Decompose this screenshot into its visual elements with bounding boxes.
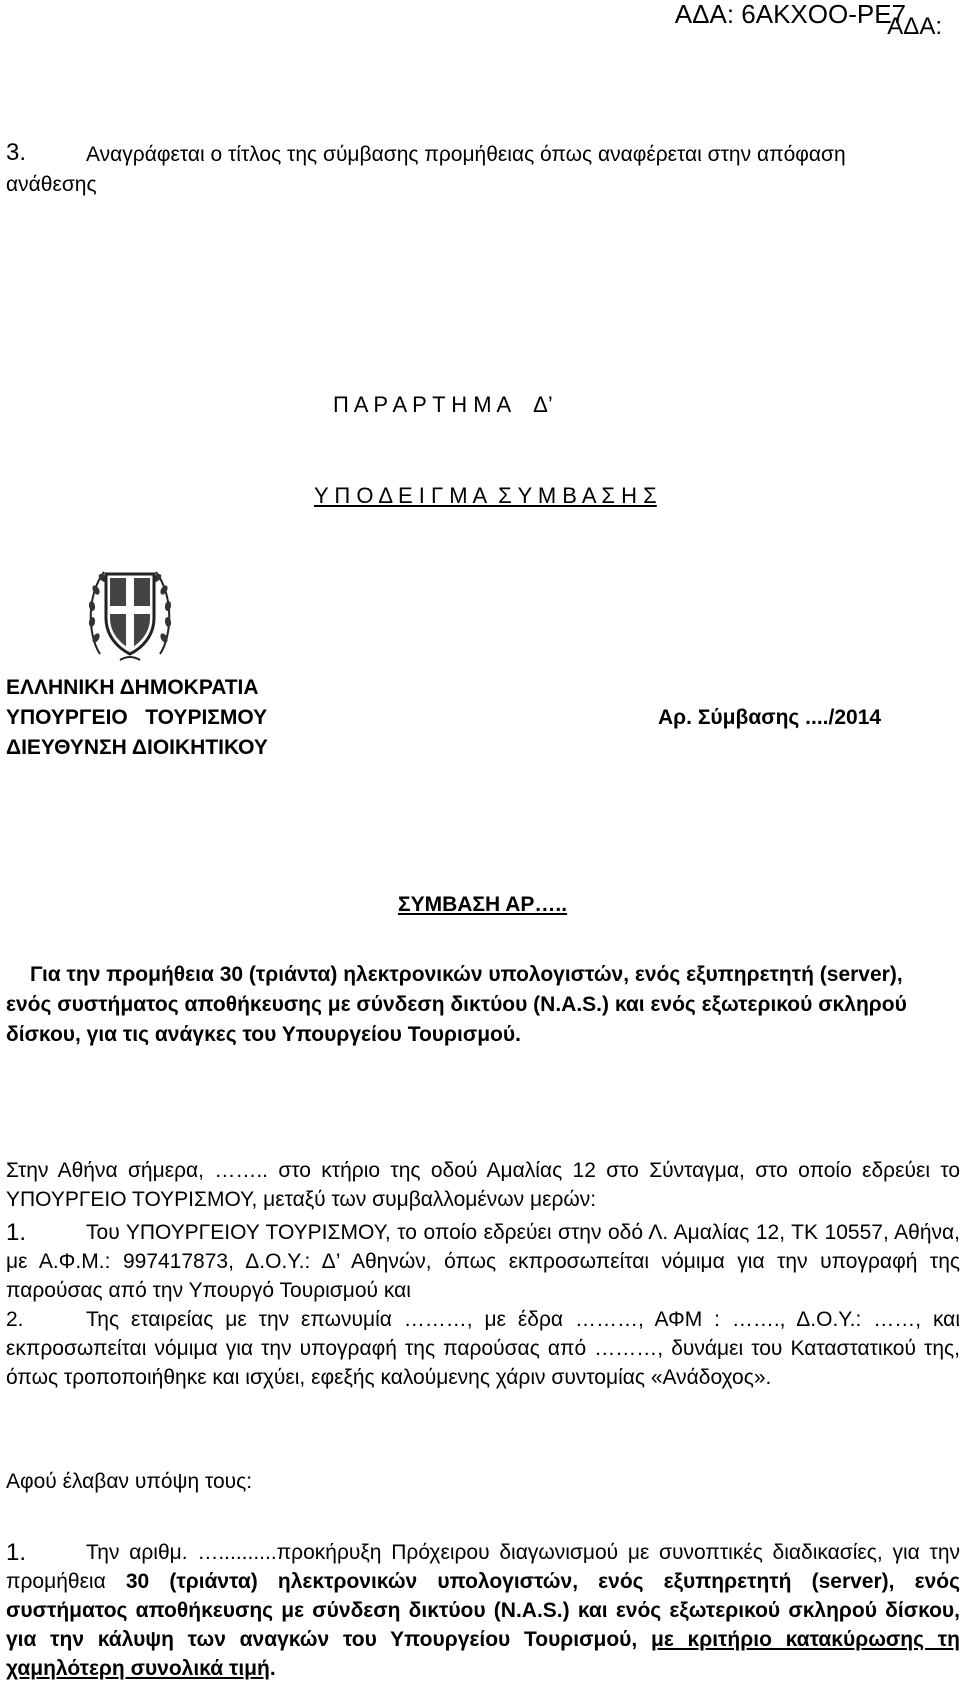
ada-code: ΑΔΑ: 6ΑΚΧΟΟ-ΡΕ7: [674, 0, 906, 29]
coat-of-arms-emblem: [86, 556, 174, 666]
authority-line1: ΕΛΛΗΝΙΚΗ ΔΗΜΟΚΡΑΤΙΑ: [6, 676, 259, 699]
party2-paragraph: Της εταιρείας με την επωνυμία ………, με έδρα ………, ΑΦΜ : ……., Δ.Ο.Υ.: ……, και εκπροσωπείται νόμιμα για την υπογραφή της παρούσας από ………, δυνάμει του Καταστατικού της, όπως τροποποιήθηκε και ισχύει, εφεξής καλούμενης χάριν συντομίας «Ανάδοχος».: [6, 1308, 960, 1389]
item1-text-bold: 30 (τριάντα) ηλεκτρονικών υπολογιστών, ενός εξυπηρετητή (server), ενός συστήματος αποθήκευσης με σύνδεση δικτύου (N.A.S.) και ενός εξωτερικού σκληρού δίσκου: [6, 1570, 960, 1622]
intro-paragraph: Στην Αθήνα σήμερα, …….. στο κτήριο της οδού Αμαλίας 12 στο Σύνταγμα, στο οποίο εδρεύει το ΥΠΟΥΡΓΕΙΟ ΤΟΥΡΙΣΜΟΥ, μεταξύ των συμβαλλομένων μερών:: [6, 1159, 960, 1211]
considering-heading: Αφού έλαβαν υπόψη τους:: [6, 1470, 253, 1493]
party1-number: 1.: [6, 1219, 27, 1246]
authority-line3: ΔΙΕΥΘΥΝΣΗ ΔΙΟΙΚΗΤΙΚΟΥ: [6, 736, 268, 759]
contract-subject-line2: ενός συστήματος αποθήκευσης με σύνδεση δικτύου (N.A.S.) και ενός εξωτερικού σκληρού: [6, 993, 907, 1016]
item1-text-b: , για την κάλυψη των αναγκών του Υπουργείου Τουρισμού,: [6, 1599, 960, 1651]
item1-text-a: Την αριθμ. …..........προκήρυξη Πρόχειρου διαγωνισμού με συνοπτικές διαδικασίες, για την προμήθεια: [6, 1541, 960, 1593]
contract-subject-line1: Για την προμήθεια 30 (τριάντα) ηλεκτρονικών υπολογιστών, ενός εξυπηρετητή (server),: [30, 963, 903, 986]
contract-subject-line3: δίσκου, για τις ανάγκες του Υπουργείου Τουρισμού.: [6, 1023, 521, 1046]
item1-number: 1.: [6, 1539, 27, 1566]
annex-title: Π Α Ρ Α Ρ Τ Η Μ Α Δ’: [333, 392, 553, 417]
contract-heading: ΣΥΜΒΑΣΗ ΑΡ…..: [398, 893, 568, 916]
party1-paragraph: Του ΥΠΟΥΡΓΕΙΟΥ ΤΟΥΡΙΣΜΟΥ, το οποίο εδρεύει στην οδό Λ. Αμαλίας 12, ΤΚ 10557, Αθήνα, με Α.Φ.Μ.: 997417873, Δ.Ο.Υ.: Δ’ Αθηνών, όπως εκπροσωπείται νόμιμα για την υπογραφή της παρούσας από την Υπουργό Τουρισμού και: [6, 1221, 960, 1302]
annex-subtitle: Υ Π Ο Δ Ε Ι Γ Μ Α Σ Υ Μ Β Α Σ Η Σ: [314, 483, 657, 508]
note-number: 3.: [6, 139, 27, 166]
note-continuation: ανάθεσης: [6, 173, 97, 196]
contract-number: Αρ. Σύμβασης ..../2014: [658, 706, 882, 729]
authority-line2: ΥΠΟΥΡΓΕΙΟ ΤΟΥΡΙΣΜΟΥ: [6, 706, 268, 729]
item1-text-end: .: [269, 1657, 276, 1680]
note-text: Αναγράφεται ο τίτλος της σύμβασης προμήθειας όπως αναφέρεται στην απόφαση: [86, 143, 846, 166]
item1-paragraph: [6, 1538, 960, 1683]
item1-text-underline: με κριτήριο κατακύρωσης τη χαμηλότερη συνολικά τιμή: [6, 1628, 960, 1680]
ada-overlay: ΑΔΑ:: [887, 13, 942, 40]
party2-number: 2.: [6, 1308, 24, 1331]
